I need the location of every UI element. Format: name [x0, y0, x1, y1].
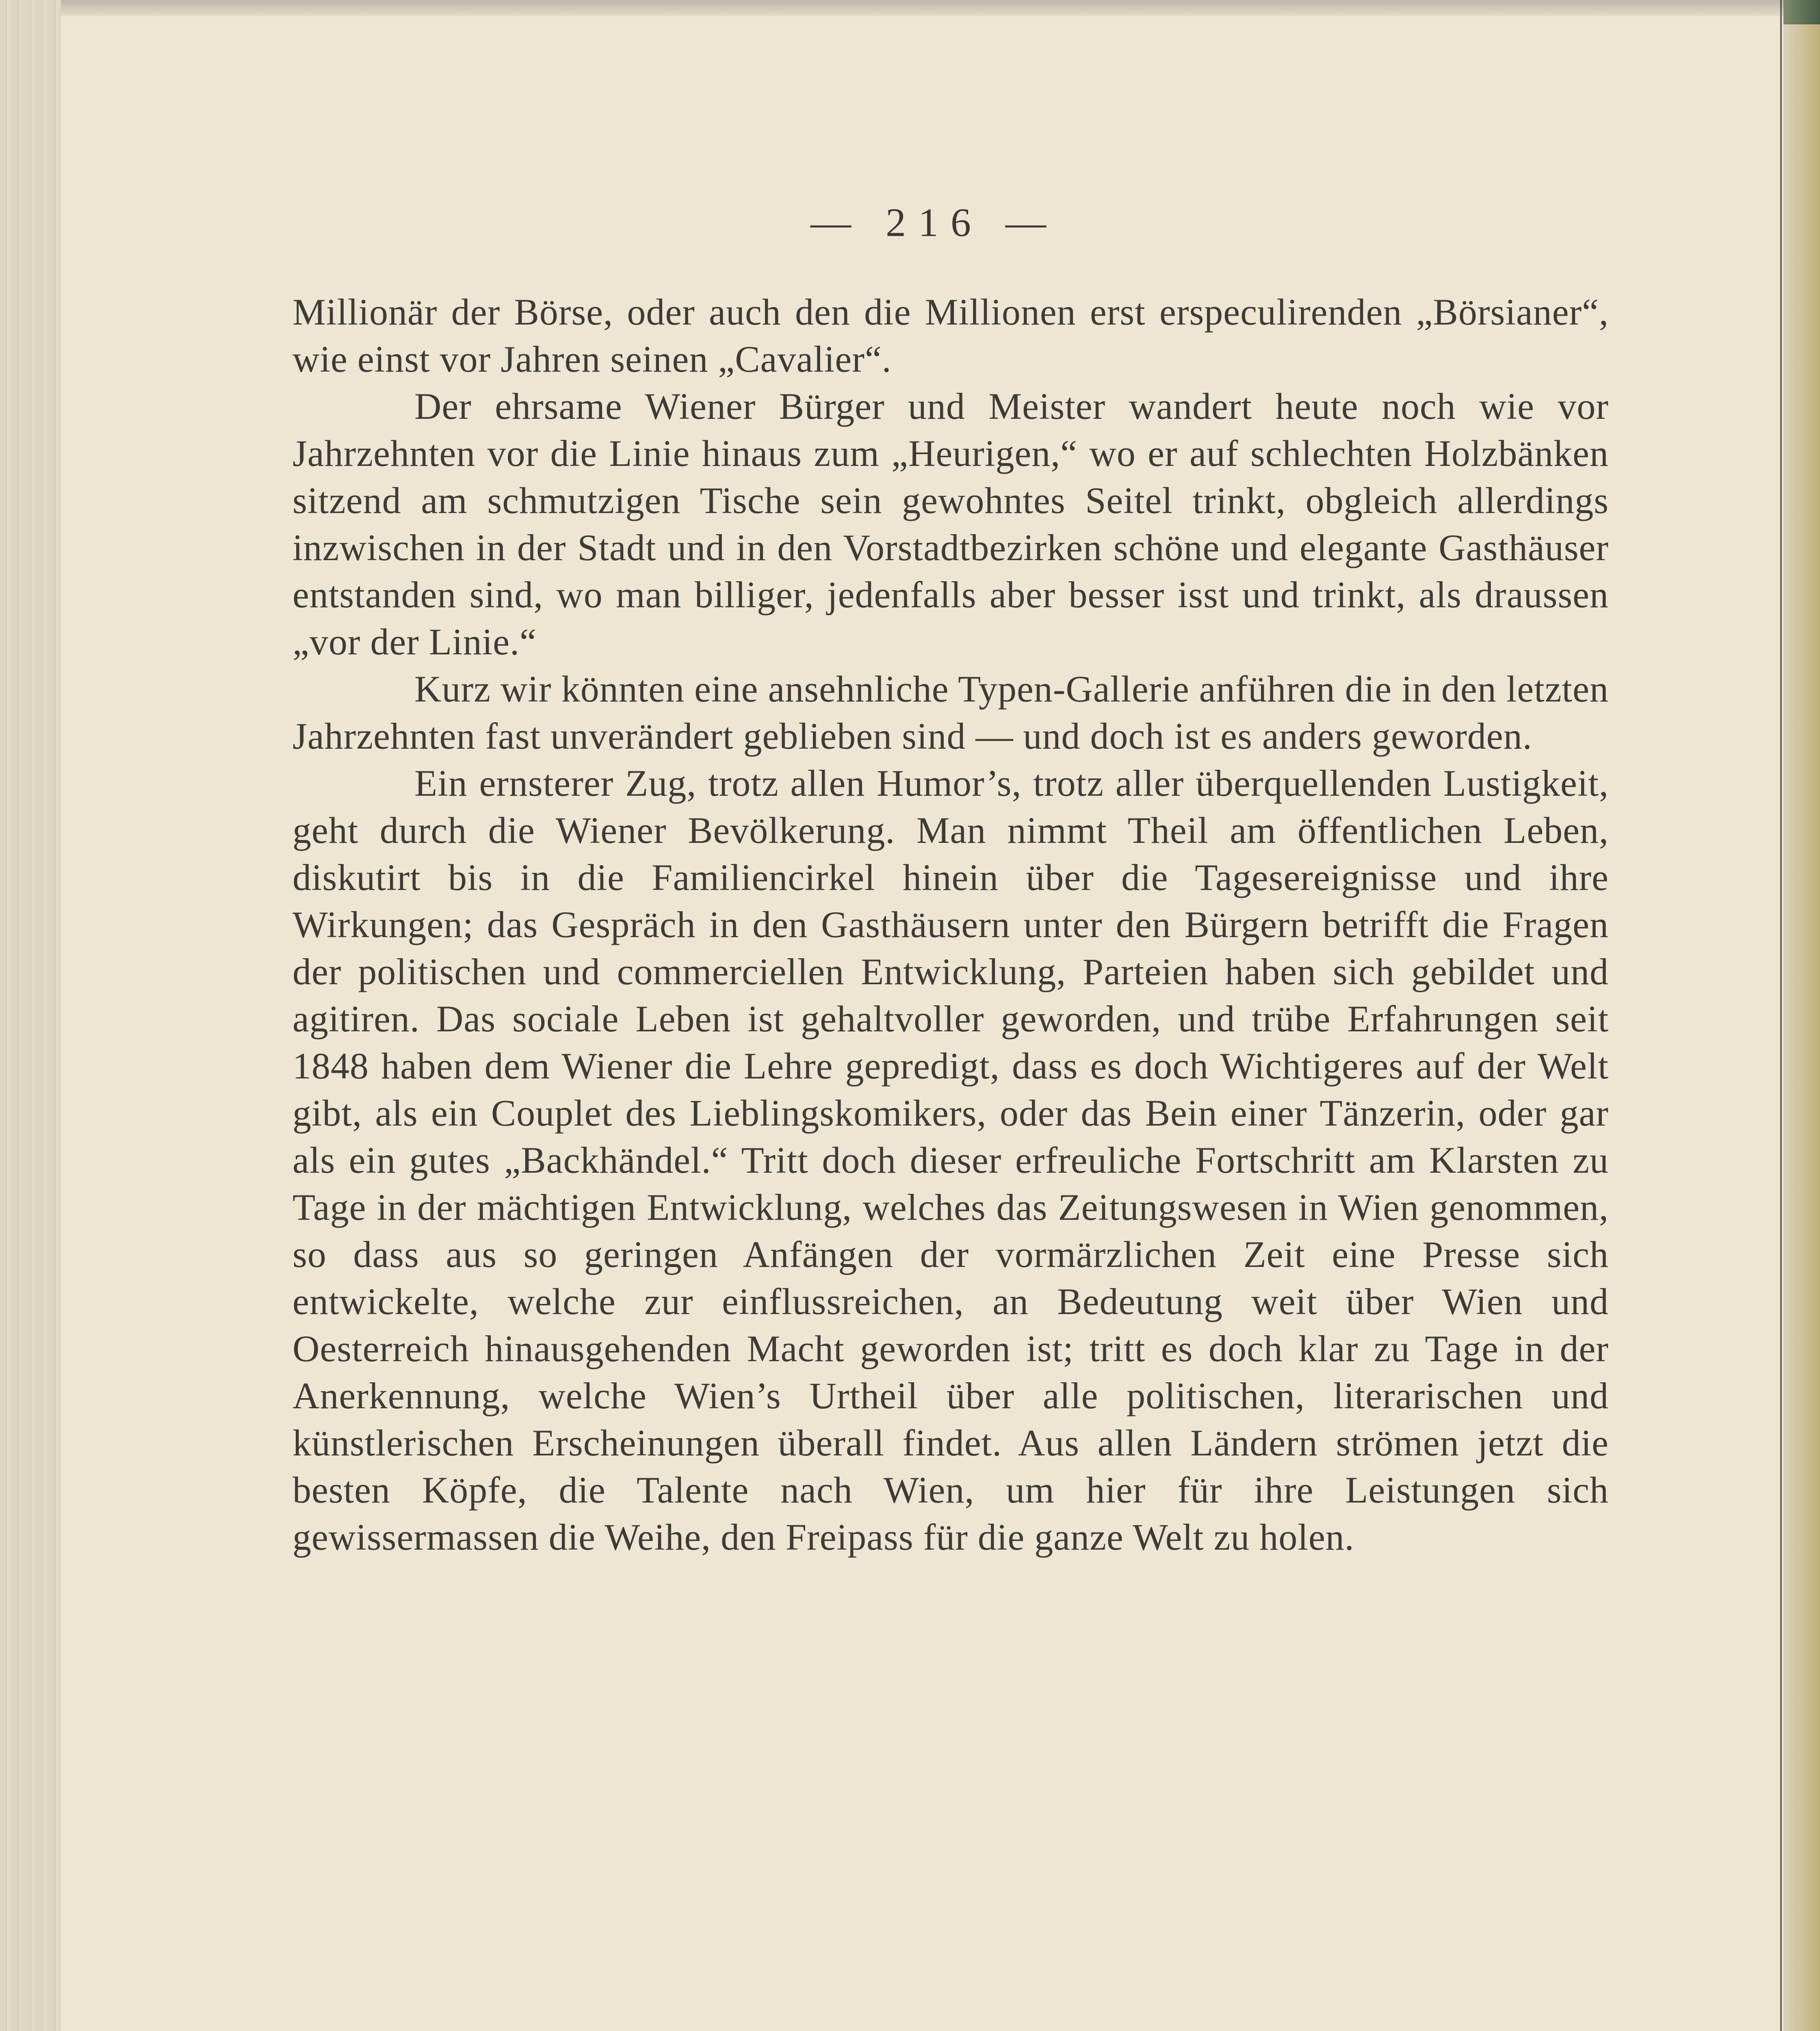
- book-cover-edge: [1783, 0, 1820, 2031]
- paragraph: Kurz wir könnten eine ansehnliche Typen-Gallerie anführen die in den letzten Jahrzehnten fast unverändert geblieben sind — und doch ist es anders geworden.: [292, 668, 1609, 757]
- page-number: — 216 —: [810, 200, 1058, 245]
- cover-color-band: [1783, 0, 1820, 24]
- paragraph: Der ehrsame Wiener Bürger und Meister wandert heute noch wie vor Jahrzehnten vor die Linie hinaus zum „Heurigen,“ wo er auf schlechten Holzbänken sitzend am schmutzigen Tische sein gewohntes Seitel trinkt, obgleich allerdings inzwischen in der Stadt und in den Vorstadtbezirken schöne und elegante Gasthäuser entstanden sind, wo man billiger, jedenfalls aber besser isst und trinkt, als draussen „vor der Linie.“: [292, 385, 1609, 663]
- book-spine-edge: [0, 0, 61, 2031]
- body-text: [292, 288, 1609, 1561]
- page-border-line: [1780, 0, 1782, 2031]
- page-top-edge: [0, 0, 1820, 16]
- paragraph-continuation: Millionär der Börse, oder auch den die Millionen erst erspeculirenden „Börsianer“, wie einst vor Jahren seinen „Cavalier“.: [292, 291, 1609, 380]
- paragraph: Ein ernsterer Zug, trotz allen Humor’s, trotz aller überquellenden Lustigkeit, geht durch die Wiener Bevölkerung. Man nimmt Theil am öffentlichen Leben, diskutirt bis in die Familiencirkel hinein über die Tagesereignisse und ihre Wirkungen; das Gespräch in den Gasthäusern unter den Bürgern betrifft die Fragen der politischen und commerciellen Entwicklung, Parteien haben sich gebildet und agitiren. Das sociale Leben ist gehaltvoller geworden, und trübe Erfahrungen seit 1848 haben dem Wiener die Lehre gepredigt, dass es doch Wichtigeres auf der Welt gibt, als ein Couplet des Lieblingskomikers, oder das Bein einer Tänzerin, oder gar als ein gutes „Backhändel.“ Tritt doch dieser erfreuliche Fortschritt am Klarsten zu Tage in der mächtigen Entwicklung, welches das Zeitungswesen in Wien genommen, so dass aus so geringen Anfängen der vormärzlichen Zeit eine Presse sich entwickelte, welche zur einflussreichen, an Bedeutung weit über Wien und Oesterreich hinausgehenden Macht geworden ist; tritt es doch klar zu Tage in der Anerkennung, welche Wien’s Urtheil über alle politischen, literarischen und künstlerischen Erscheinungen überall findet. Aus allen Ländern strömen jetzt die besten Köpfe, die Talente nach Wien, um hier für ihre Leistungen sich gewissermassen die Weihe, den Freipass für die ganze Welt zu holen.: [292, 762, 1609, 1558]
